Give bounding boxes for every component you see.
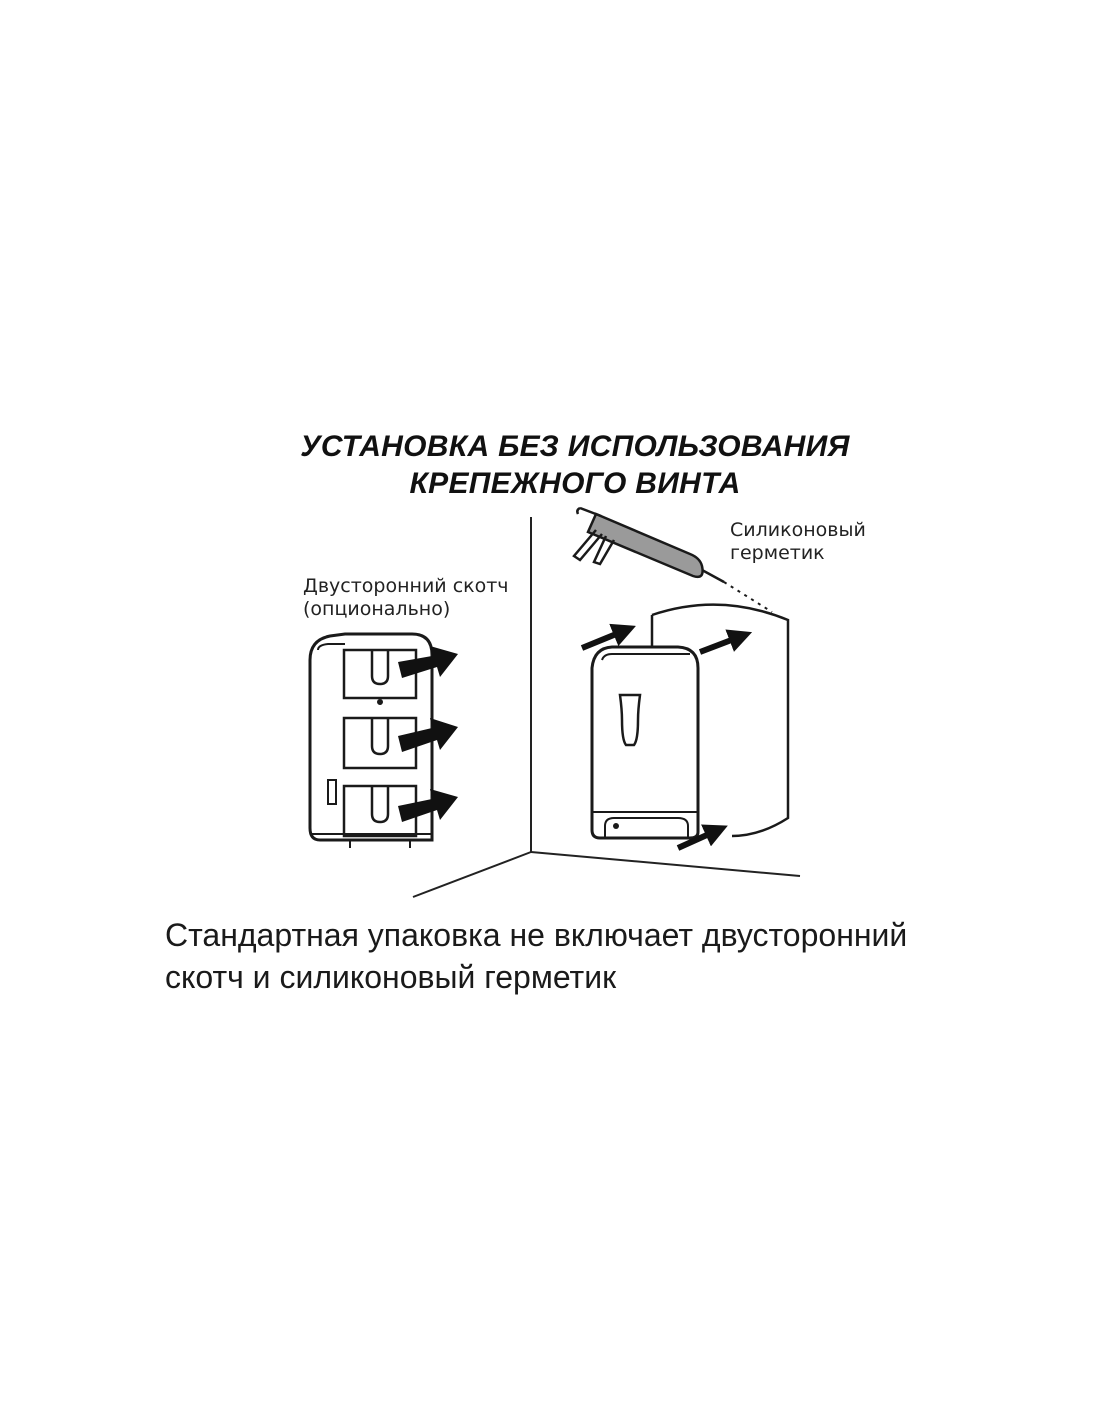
tape-label-line-2: (опционально)	[303, 598, 451, 620]
caption-line-2: скотч и силиконовый герметик	[165, 959, 617, 995]
sealant-label-line-1: Силиконовый	[730, 519, 866, 541]
title-line-1: УСТАНОВКА БЕЗ ИСПОЛЬЗОВАНИЯ	[300, 430, 850, 463]
arrow-icon	[582, 630, 742, 848]
title-line-2: КРЕПЕЖНОГО ВИНТА	[409, 467, 741, 500]
dispenser-front-icon	[592, 647, 698, 838]
wall-corner	[413, 517, 800, 897]
caption-line-1: Стандартная упаковка не включает двусторонний	[165, 917, 908, 953]
caulk-gun-icon	[574, 508, 772, 612]
sealant-outline	[652, 605, 788, 836]
tape-label-line-1: Двусторонний скотч	[303, 575, 509, 597]
sealant-label-line-2: герметик	[730, 542, 825, 564]
arrow-icon	[398, 646, 458, 822]
